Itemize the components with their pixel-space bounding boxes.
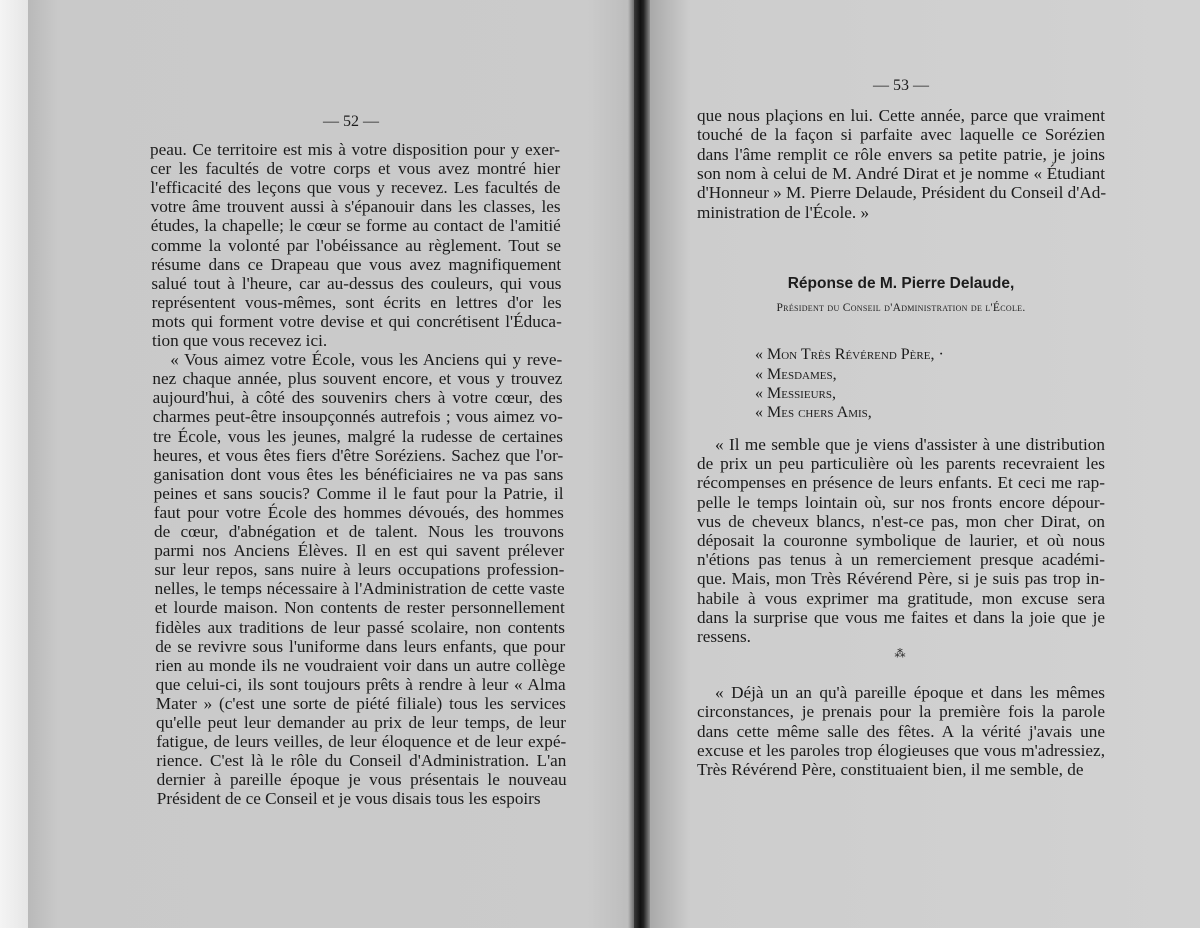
text-line: ressens. — [697, 627, 751, 646]
salutation: « Messieurs, — [755, 385, 836, 402]
text-line: récompenses en présence de leurs enfants. Et ceci me rap- — [697, 473, 1105, 493]
text-line: Mater » (c'est une sorte de piété filiale) tous les services — [155, 693, 566, 713]
text-line: charmes peut-être insoupçonnés autrefois ; vous aimez vo- — [152, 407, 563, 427]
text-line: heures, et vous êtes fiers d'être Soréziens. Sachez que l'or- — [153, 445, 564, 465]
asterism-divider: ⁂ — [894, 647, 906, 660]
text-line: dernier à pareille époque je vous présentais le nouveau — [156, 770, 567, 790]
text-line: Président de ce Conseil et je vous disais tous les espoirs — [156, 789, 541, 809]
text-line: cer les facultés de votre corps et vous avez montré hier — [150, 159, 561, 179]
text-line: « Il me semble que je viens d'assister à une distribution — [715, 435, 1105, 454]
text-line: comme la volonté par l'obéissance au règlement. Tout se — [151, 235, 561, 255]
text-line: d'Honneur » M. Pierre Delaude, Président du Conseil d'Ad- — [697, 183, 1107, 203]
salutation: « Mon Très Révérend Père, · — [755, 346, 944, 363]
text-line: votre âme trouvent aussi à s'épanouir dans les classes, les — [150, 197, 561, 217]
text-line: nez chaque année, plus souvent encore, et vous y trouvez — [152, 369, 563, 389]
text-line: déposait la couronne symbolique de laurier, et où nous — [697, 531, 1105, 550]
text-line: mots qui forment votre devise et qui concrétisent l'Éduca- — [151, 311, 562, 331]
page-number-left: — 52 — — [323, 113, 379, 130]
text-line: dans cette même salle des fêtes. A la vérité j'avais une — [697, 721, 1105, 741]
text-line: sur leur repos, sans nuire à leurs occupations profession- — [154, 560, 565, 580]
text-line: aujourd'hui, à côté des souvenirs chers à votre cœur, des — [152, 388, 563, 408]
text-line: habile à vous exprimer ma gratitude, mon excuse sera — [697, 588, 1105, 608]
text-line: touché de la façon si parfaite avec laquelle ce Sorézien — [697, 125, 1105, 145]
text-line: dans la surprise que vous me faites et dans la joie que je — [697, 607, 1105, 627]
text-line: qu'elle peut leur demander au prix de leur temps, de leur — [156, 713, 566, 732]
salutation: « Mesdames, — [755, 366, 837, 383]
text-line: son nom à celui de M. André Dirat et je nomme « Étudiant — [697, 163, 1105, 183]
page-number-right: — 53 — — [873, 77, 929, 94]
section-heading: Réponse de M. Pierre Delaude, — [787, 275, 1015, 292]
text-line: de cœur, d'abnégation et de talent. Nous les trouvons — [154, 522, 564, 541]
text-line: l'efficacité des leçons que vous y recevez. Les facultés de — [150, 178, 561, 198]
text-line: pelle le temps lointain où, sur nos fronts encore dépour- — [697, 492, 1105, 512]
text-line: résume dans ce Drapeau que vous avez magnifiquement — [151, 254, 562, 274]
text-line: que celui-ci, ils sont toujours prêts à rendre à leur « Alma — [155, 674, 566, 694]
text-line: représentent vous-mêmes, sont écrits en lettres d'or les — [151, 292, 562, 312]
text-line: « Déjà un an qu'à pareille époque et dans les mêmes — [715, 683, 1105, 702]
text-line: nelles, le temps nécessaire à l'Administration de cette vaste — [154, 579, 565, 599]
text-line: fatigue, de leurs veilles, de leur éloquence et de leur expé- — [156, 732, 567, 752]
text-line: circonstances, je prenais pour la première fois la parole — [697, 702, 1105, 722]
text-line: et lourde maison. Non contents de rester personnellement — [154, 598, 565, 618]
text-line: rience. C'est là le rôle du Conseil d'Administration. L'an — [156, 751, 567, 771]
text-line: rien au monde ils ne voudraient voir dans un autre collège — [155, 655, 566, 675]
text-line: vus de cheveux blancs, n'est-ce pas, mon cher Dirat, on — [697, 511, 1105, 531]
text-line: ministration de l'École. » — [697, 202, 870, 222]
text-line: « Vous aimez votre École, vous les Anciens qui y reve- — [170, 350, 563, 370]
text-line: fidèles aux traditions de leur passé scolaire, non contents — [155, 617, 565, 637]
text-line: de prix un peu particulière où les parents recevraient les — [697, 454, 1105, 474]
text-line: Très Révérend Père, constituaient bien, il me semble, de — [697, 760, 1084, 780]
text-line: salué tout à l'heure, car au-dessus des couleurs, qui vous — [151, 273, 562, 293]
salutation: « Mes chers Amis, — [755, 404, 872, 421]
text-line: de se revivre sous l'uniforme dans leurs enfants, que pour — [155, 636, 566, 656]
text-line: n'étions pas tenus à un remerciement presque académi- — [697, 550, 1105, 570]
text-line: peau. Ce territoire est mis à votre disposition pour y exer- — [150, 140, 560, 159]
text-line: études, la chapelle; le cœur se forme au contact de l'amitié — [150, 216, 561, 236]
text-line: que. Mais, mon Très Révérend Père, si je suis pas trop in- — [697, 569, 1105, 589]
text-line: parmi nos Anciens Élèves. Il en est qui savent prélever — [154, 541, 565, 561]
book-gutter — [634, 0, 650, 928]
text-line: peines et sans soucis? Comme il le faut pour la Patrie, il — [153, 483, 564, 503]
text-line: tre École, vous les jeunes, malgré la rudesse de certaines — [153, 426, 563, 446]
text-line: ganisation dont vous êtes les bénéficiaires ne va pas sans — [153, 464, 564, 484]
text-line: tion que vous recevez ici. — [152, 331, 328, 350]
section-subheading: Président du Conseil d'Administration de l'École. — [776, 302, 1026, 314]
text-line: dans l'âme remplit ce rôle envers sa petite patrie, je joins — [697, 144, 1105, 164]
text-line: faut pour votre École des hommes dévoués, des hommes — [153, 502, 564, 522]
page-edge — [0, 0, 28, 928]
text-line: que nous plaçions en lui. Cette année, parce que vraiment — [697, 106, 1105, 125]
text-line: excuse et les paroles trop élogieuses que vous m'adressiez, — [697, 740, 1105, 760]
